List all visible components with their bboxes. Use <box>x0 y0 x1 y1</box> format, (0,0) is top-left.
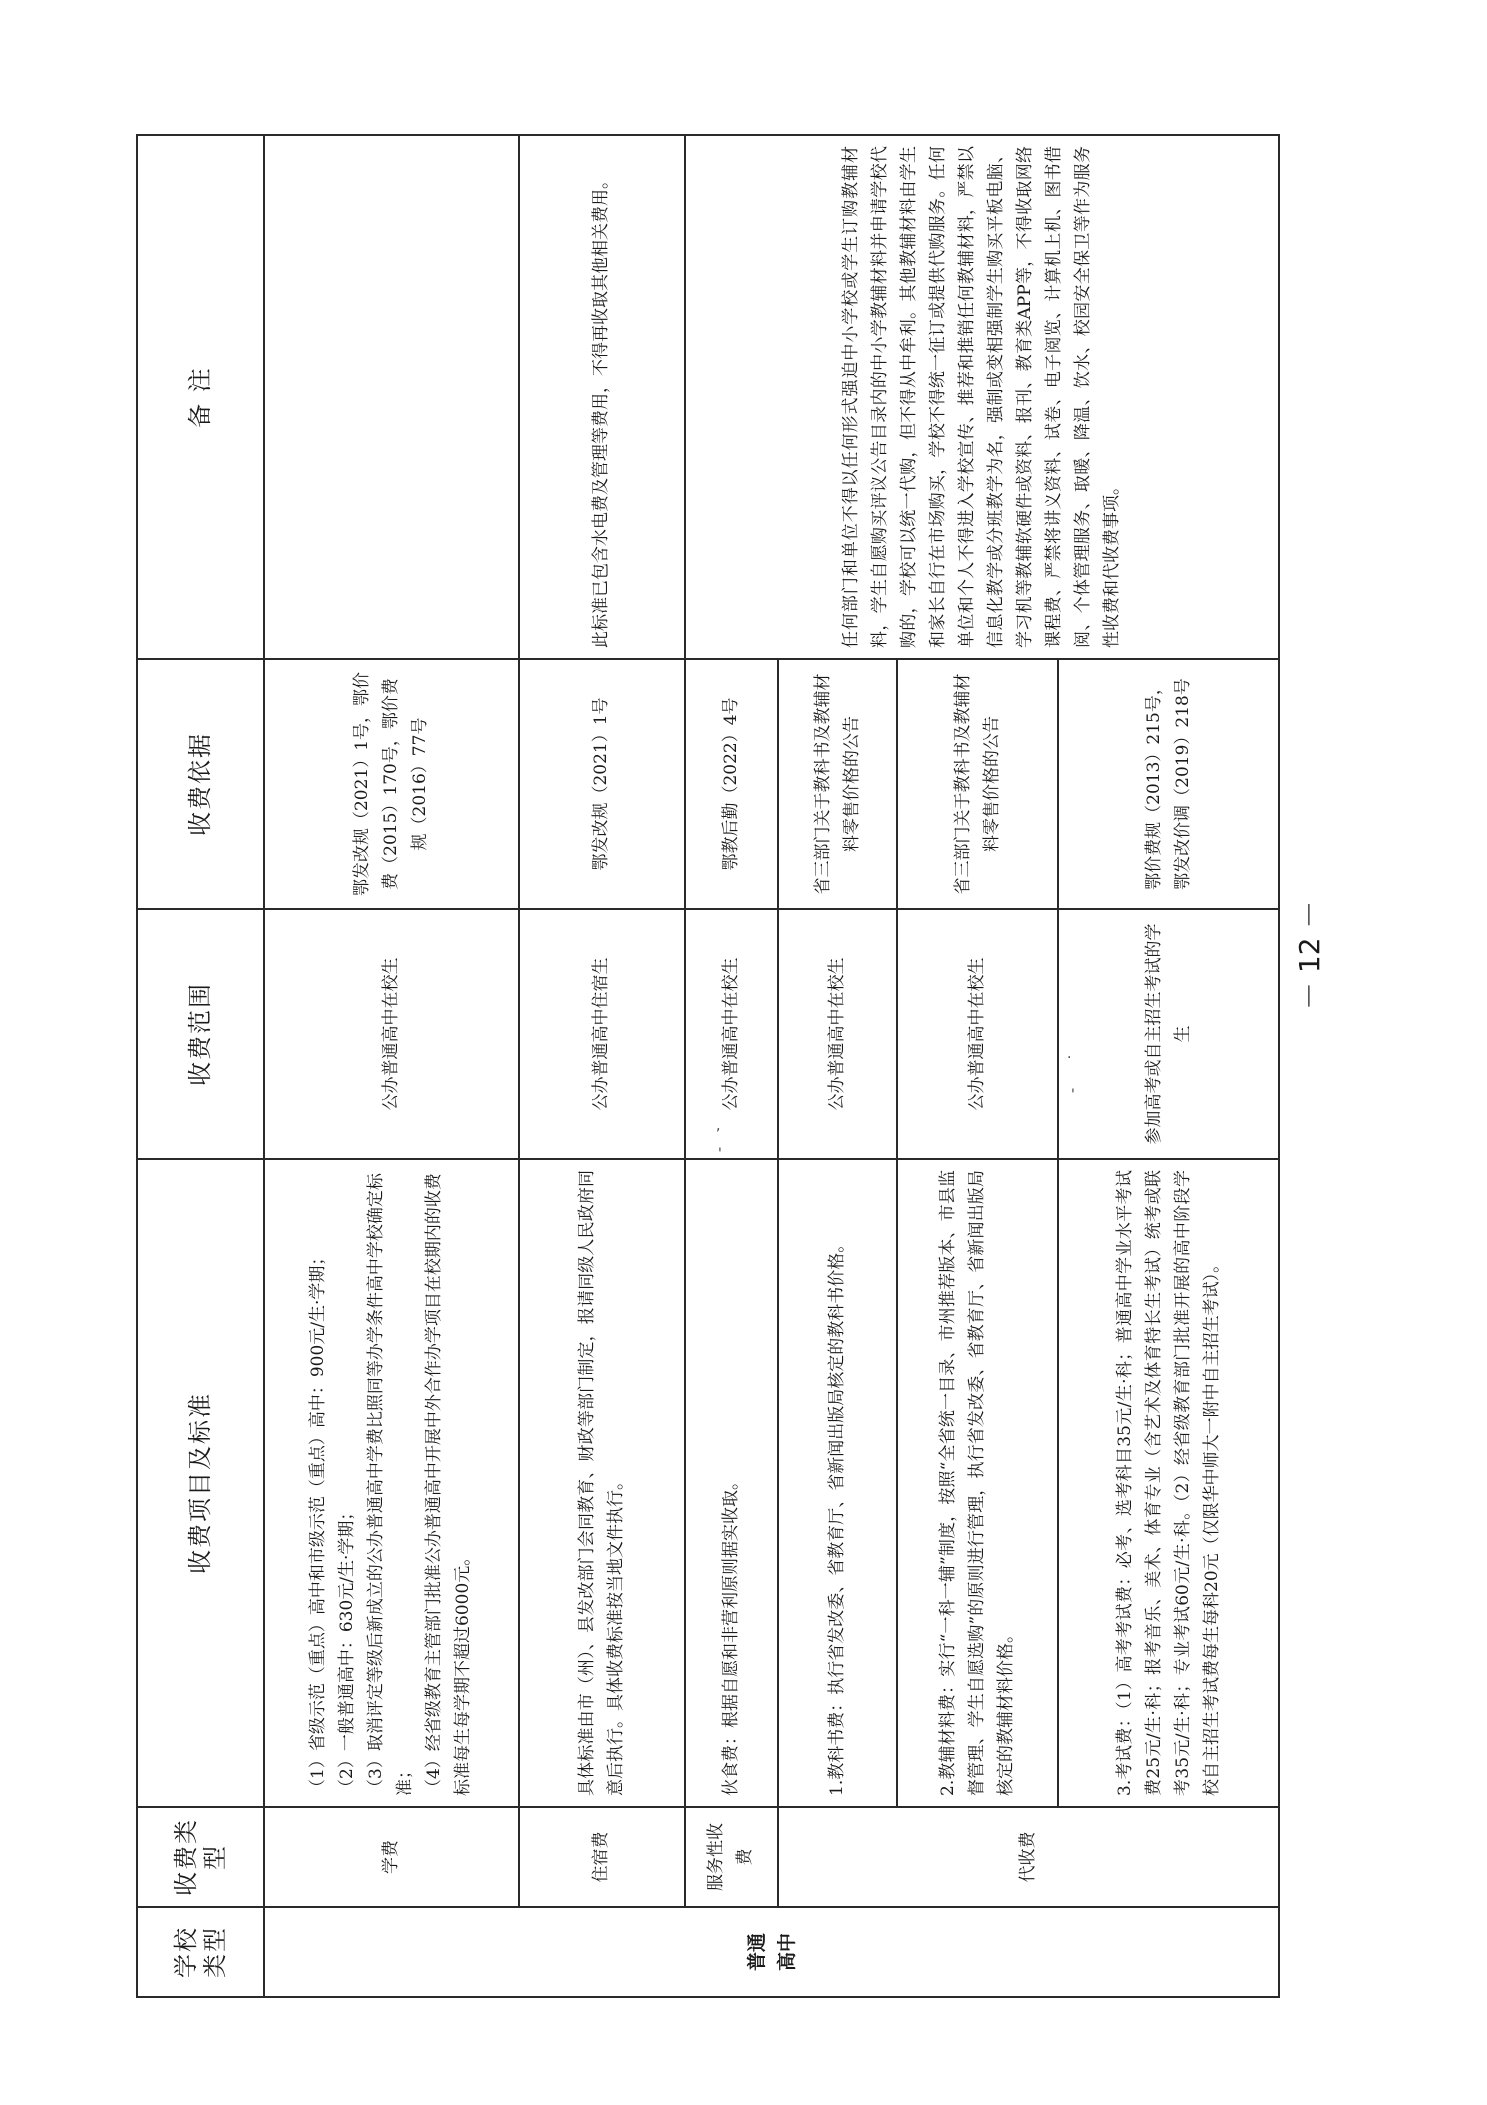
textbook-standard: 1.教科书费：执行省发改委、省教育厅、省新闻出版局核定的教科书价格。 <box>778 1159 897 1807</box>
row-tuition <box>264 135 518 1997</box>
header-school-type: 学校类型 <box>137 1907 264 1997</box>
exam-scope: 参加高考或自主招生考试的学生 <box>1058 909 1279 1159</box>
tuition-standard-1: （1）省级示范（重点）高中和市级示范（重点）高中：900元/生·学期； <box>308 1248 329 1796</box>
fee-type-tuition: 学费 <box>264 1807 518 1907</box>
service-scope: 公办普通高中在校生 <box>685 909 778 1159</box>
header-fee-type: 收费类型 <box>137 1807 264 1907</box>
row-lodging <box>519 135 685 1997</box>
lodging-note: 此标准已包含水电费及管理等费用，不得再收取其他相关费用。 <box>519 135 685 659</box>
header-note: 备 注 <box>137 135 264 659</box>
lodging-scope: 公办普通高中住宿生 <box>519 909 685 1159</box>
scan-mark-3: , <box>716 1118 721 1134</box>
tuition-scope: 公办普通高中在校生 <box>264 909 518 1159</box>
scan-mark-1: · <box>1067 1050 1072 1066</box>
school-type-line1: 普通 <box>745 1933 768 1972</box>
fee-table <box>136 134 1280 1998</box>
fee-type-agency: 代收费 <box>778 1807 1279 1907</box>
tuition-standard-4: （4）经省级教育主管部门批准公办普通高中开展中外合作办学项目在校期内的收费标准每生每学期不超过6000元。 <box>424 1173 474 1796</box>
tuition-standard-2: （2）一般普通高中：630元/生·学期； <box>337 1503 358 1796</box>
header-scope: 收费范围 <box>137 909 264 1159</box>
fee-type-service: 服务性收费 <box>685 1807 778 1907</box>
textbook-basis: 省三部门关于教科书及教辅材料零售价格的公告 <box>778 659 897 909</box>
scan-mark-2: ' <box>1071 1087 1075 1103</box>
page-number-text: － 12 － <box>1293 900 1326 1010</box>
materials-scope: 公办普通高中在校生 <box>897 909 1058 1159</box>
fee-type-lodging: 住宿费 <box>519 1807 685 1907</box>
exam-basis: 鄂价费规（2013）215号，鄂发改价调（2019）218号 <box>1058 659 1279 909</box>
textbook-scope: 公办普通高中在校生 <box>778 909 897 1159</box>
agency-note: 任何部门和单位不得以任何形式强迫中小学校或学生订购教辅材料，学生自愿购买评议公告目录内的中小学教辅材料并申请学校代购的，学校可以统一代购，但不得从中牟利。其他教辅材料由学生和家长自行在市场购买，学校不得统一征订或提供代购服务。任何单位和个人不得进入学校宣传、推荐和推销任何教辅材料，严禁以信息化教学或分班教学为名，强制或变相强制学生购买平板电脑、学习机等教辅软硬件或资料、报刊、教育类APP等，不得收取网络课程费、严禁将讲义资料、试卷、电子阅览、计算机上机、图书借阅、个体管理服务、取暖、降温、饮水、校园安全保卫等作为服务性收费和代收费事项。 <box>685 135 1279 659</box>
header-item: 收费项目及标准 <box>137 1159 264 1807</box>
exam-standard: 3.考试费：（1）高考考试费：必考、选考科目35元/生·科；普通高中学业水平考试费25元/生·科；报考音乐、美术、体育专业（含艺术及体育特长生考试）统考或联考35元/生·科；专业考试60元/生·科。（2）经省级教育部门批准开展的高中阶段学校自主招生考试费每生每科20元（仅限华中师大一附中自主招生考试）。 <box>1058 1159 1279 1807</box>
school-type-line2: 高中 <box>775 1933 798 1972</box>
tuition-standard-3: （3）取消评定等级后新成立的公办普通高中学费比照同等办学条件高中学校确定标准； <box>366 1173 416 1796</box>
scan-mark-4: ' <box>718 1146 722 1162</box>
lodging-basis: 鄂发改规（2021）1号 <box>519 659 685 909</box>
service-basis: 鄂教后勤（2022）4号 <box>685 659 778 909</box>
rotated-table-wrapper <box>136 136 1280 1998</box>
lodging-standard: 具体标准由市（州）、县发改部门会同教育、财政等部门制定，报请同级人民政府同意后执行。具体收费标准按当地文件执行。 <box>519 1159 685 1807</box>
page-number <box>1288 901 1328 1010</box>
header-basis: 收费依据 <box>137 659 264 909</box>
row-service <box>685 135 778 1997</box>
materials-standard: 2.教辅材料费：实行“一科一辅”制度，按照“全省统一目录、市州推荐版本、市县监督管理、学生自愿选购”的原则进行管理，执行省发改委、省教育厅、省新闻出版局核定的教辅材料价格。 <box>897 1159 1058 1807</box>
header-row <box>137 135 264 1997</box>
tuition-standard <box>264 1159 518 1807</box>
school-type-cell <box>264 1907 1279 1997</box>
tuition-basis: 鄂发改规（2021）1号，鄂价费（2015）170号，鄂价费规（2016）77号 <box>264 659 518 909</box>
materials-basis: 省三部门关于教科书及教辅材料零售价格的公告 <box>897 659 1058 909</box>
tuition-note <box>264 135 518 659</box>
service-standard: 伙食费：根据自愿和非营利原则据实收取。 <box>685 1159 778 1807</box>
